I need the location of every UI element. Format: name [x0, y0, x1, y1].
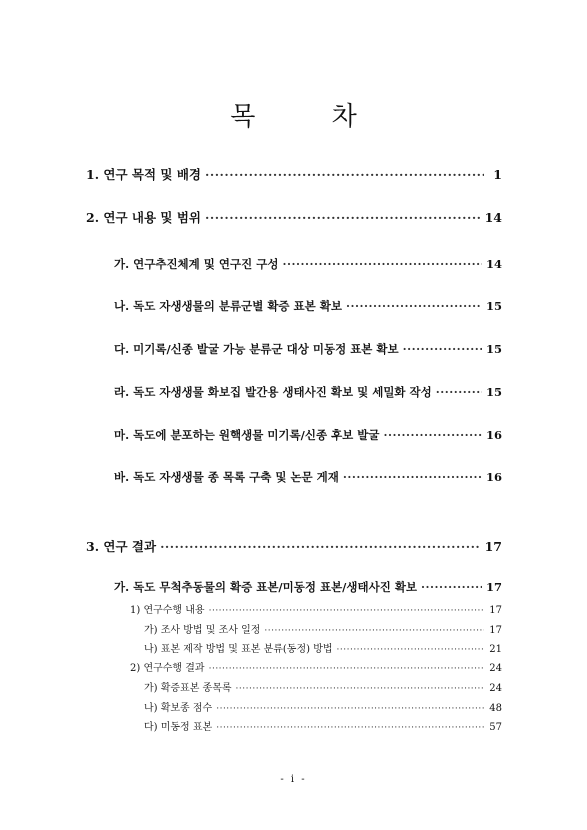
- toc-entry-label: 1) 연구수행 내용: [130, 605, 205, 616]
- toc-entry-page: 21: [489, 644, 502, 655]
- toc-entry-label: 1. 연구 목적 및 배경: [86, 167, 201, 182]
- toc-entry-page: 16: [485, 470, 502, 484]
- toc-entry-2-da[interactable]: [114, 341, 502, 357]
- leader-dots: [236, 684, 484, 694]
- toc-entry-2-na[interactable]: [114, 298, 502, 314]
- toc-entry-page: 14: [485, 257, 502, 271]
- toc-entry-label: 마. 독도에 분포하는 원핵생물 미기록/신종 후보 발굴: [114, 428, 380, 442]
- toc-entry-label: 나) 확보종 점수: [144, 703, 213, 714]
- toc-entry-label: 2) 연구수행 결과: [130, 663, 205, 674]
- toc-entry-label: 가) 확증표본 종목록: [144, 683, 232, 694]
- toc-entry-1[interactable]: [86, 165, 502, 183]
- toc-entry-page: 24: [489, 663, 502, 674]
- toc-entry-page: 17: [489, 605, 502, 616]
- leader-dots: [337, 645, 484, 655]
- toc-entry-label: 가. 독도 무척추동물의 확증 표본/미동정 표본/생태사진 확보: [114, 580, 418, 594]
- page-number-footer: - i -: [280, 774, 307, 785]
- leader-dots: [216, 704, 484, 714]
- toc-entry-page: 17: [489, 625, 502, 636]
- leader-dots: [403, 342, 482, 356]
- toc-entry-label: 다) 미동정 표본: [144, 722, 213, 733]
- toc-entry-label: 가) 조사 방법 및 조사 일정: [144, 625, 261, 636]
- leader-dots: [282, 257, 482, 271]
- toc-entry-page: 17: [484, 539, 502, 554]
- toc-entry-label: 3. 연구 결과: [86, 539, 157, 554]
- toc-title: 목 차: [230, 102, 391, 132]
- toc-entry-3-ga[interactable]: [114, 579, 502, 595]
- toc-entry-page: 15: [485, 342, 502, 356]
- toc-entry-3-ga-2[interactable]: [130, 659, 502, 674]
- toc-entry-2-ra[interactable]: [114, 384, 502, 400]
- leader-dots: [421, 580, 482, 594]
- toc-entry-page: 1: [493, 167, 502, 182]
- leader-dots: [209, 664, 484, 674]
- toc-entry-page: 48: [489, 703, 502, 714]
- toc-entry-page: 14: [484, 210, 502, 225]
- toc-entry-page: 57: [489, 722, 502, 733]
- toc-entry-3-ga-1-ga[interactable]: [144, 621, 502, 636]
- toc-entry-page: 24: [489, 683, 502, 694]
- toc-entry-label: 나) 표본 제작 방법 및 표본 분류(동정) 방법: [144, 644, 333, 655]
- toc-entry-3-ga-1-na[interactable]: [144, 640, 502, 655]
- toc-entry-2-ba[interactable]: [114, 469, 502, 485]
- leader-dots: [205, 167, 484, 182]
- toc-entry-2-ma[interactable]: [114, 427, 502, 443]
- leader-dots: [384, 428, 482, 442]
- toc-entry-page: 15: [485, 299, 502, 313]
- toc-entry-label: 나. 독도 자생생물의 분류군별 확증 표본 확보: [114, 299, 342, 313]
- toc-entry-3[interactable]: [86, 537, 502, 555]
- toc-entry-label: 바. 독도 자생생물 종 목록 구축 및 논문 게재: [114, 470, 339, 484]
- leader-dots: [436, 385, 482, 399]
- leader-dots: [216, 723, 484, 733]
- toc-entry-2[interactable]: [86, 208, 502, 226]
- toc-entry-label: 다. 미기록/신종 발굴 가능 분류군 대상 미동정 표본 확보: [114, 342, 399, 356]
- toc-entry-page: 16: [485, 428, 502, 442]
- leader-dots: [264, 626, 484, 636]
- toc-entry-label: 라. 독도 자생생물 화보집 발간용 생태사진 확보 및 세밀화 작성: [114, 385, 432, 399]
- toc-entry-label: 가. 연구추진체계 및 연구진 구성: [114, 257, 279, 271]
- leader-dots: [160, 539, 481, 554]
- leader-dots: [209, 606, 484, 616]
- toc-entry-3-ga-2-ga[interactable]: [144, 679, 502, 694]
- toc-entry-page: 15: [485, 385, 502, 399]
- toc-entry-2-ga[interactable]: [114, 256, 502, 272]
- leader-dots: [343, 470, 482, 484]
- toc-entry-3-ga-2-da[interactable]: [144, 718, 502, 733]
- toc-entry-3-ga-1[interactable]: [130, 601, 502, 616]
- toc-entry-label: 2. 연구 내용 및 범위: [86, 210, 201, 225]
- toc-entry-3-ga-2-na[interactable]: [144, 699, 502, 714]
- leader-dots: [346, 299, 482, 313]
- toc-entry-page: 17: [485, 580, 502, 594]
- leader-dots: [205, 210, 481, 225]
